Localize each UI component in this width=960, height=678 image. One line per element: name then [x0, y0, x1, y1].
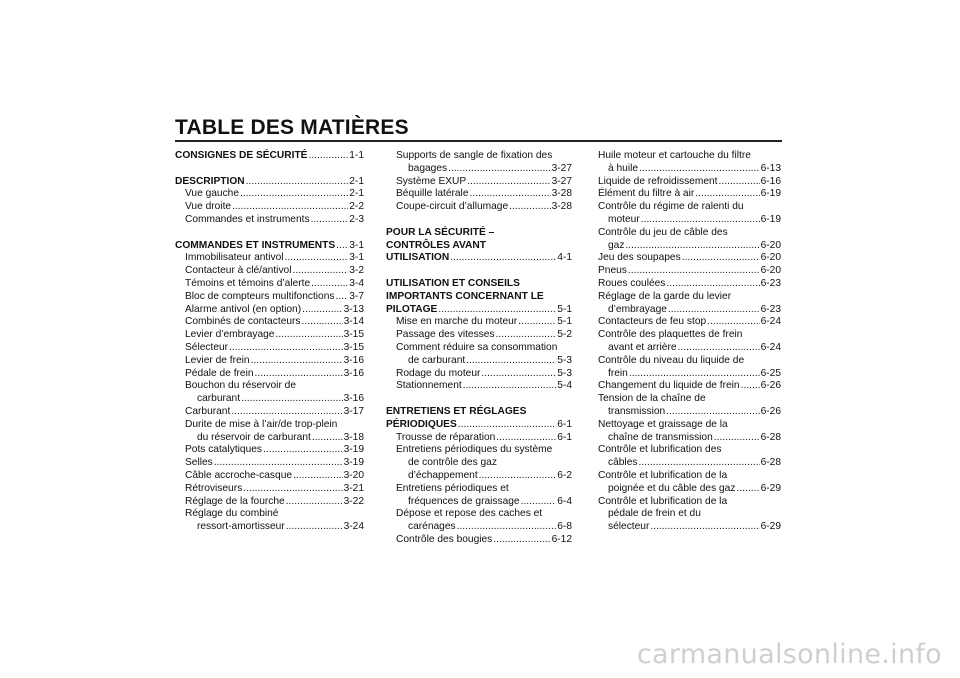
toc-entry-title: Changement du liquide de frein [598, 380, 740, 392]
toc-page-number: 6-28 [760, 431, 781, 443]
toc-entry-title: Mise en marche du moteur [396, 316, 518, 328]
toc-page-number: 2-1 [349, 175, 364, 187]
toc-entry[interactable] [598, 432, 781, 445]
toc-entry[interactable] [386, 380, 572, 393]
toc-column-2 [386, 150, 572, 547]
toc-entry-continued-line: Dépose et repose des caches et [396, 508, 543, 520]
toc-page-number: 6-12 [551, 533, 572, 545]
toc-page-number: 3-16 [343, 367, 364, 379]
toc-dot-leader [457, 521, 557, 534]
toc-page-number: 5-4 [557, 380, 572, 392]
toc-entry-title: Élément du filtre à air [598, 188, 695, 200]
toc-page-number: 6-25 [760, 367, 781, 379]
toc-entry-title: Vue droite [185, 201, 232, 213]
toc-entry[interactable] [386, 188, 572, 201]
toc-entry-continued-line: Huile moteur et cartouche du filtre [598, 150, 751, 161]
toc-dot-leader [448, 163, 551, 176]
toc-page-number: 3-1 [349, 252, 364, 264]
toc-entry[interactable] [598, 188, 781, 201]
toc-section-entry[interactable] [175, 150, 364, 163]
toc-entry-title: Vue gauche [185, 188, 240, 200]
toc-entry-title: Contacteurs de feu stop [598, 316, 707, 328]
toc-page-number: 6-28 [760, 457, 781, 469]
toc-entry-continued-line: Contrôle des plaquettes de frein [598, 329, 743, 341]
toc-entry-title: de carburant [408, 354, 466, 366]
toc-entry[interactable] [598, 316, 781, 329]
toc-entry-title: Jeu des soupapes [598, 252, 681, 264]
toc-dot-leader [275, 329, 342, 342]
toc-entry-title: Câble accroche-casque [185, 469, 293, 481]
toc-page-number: 3-2 [349, 265, 364, 277]
toc-page-number: 6-23 [760, 277, 781, 289]
toc-dot-leader [286, 521, 343, 534]
toc-entry-continued-line: Contrôle et lubrification de la [598, 495, 728, 507]
toc-dot-leader [336, 240, 348, 253]
toc-entry[interactable] [386, 176, 572, 189]
section-gap [386, 214, 572, 227]
toc-dot-leader [293, 470, 343, 483]
toc-entry[interactable] [175, 406, 364, 419]
toc-entry-title: Levier d’embrayage [185, 329, 275, 341]
toc-page-number: 3-4 [349, 277, 364, 289]
toc-page-number: 3-1 [349, 239, 364, 251]
toc-entry-title: Selles [185, 457, 213, 469]
toc-page-number: 5-3 [557, 354, 572, 366]
toc-page-number: 6-19 [760, 213, 781, 225]
toc-dot-leader [302, 316, 343, 329]
toc-entry[interactable] [598, 278, 781, 291]
toc-page-number: 6-26 [760, 405, 781, 417]
toc-entry[interactable] [175, 393, 364, 406]
toc-entry[interactable] [175, 521, 364, 534]
toc-dot-leader [336, 291, 349, 304]
toc-dot-leader [641, 214, 760, 227]
toc-entry[interactable] [175, 252, 364, 265]
toc-section-heading: ENTRETIENS ET RÉGLAGES [386, 405, 527, 417]
toc-entry[interactable] [386, 496, 572, 509]
toc-entry-title: ressort-amortisseur [197, 521, 285, 533]
toc-page-number: 6-13 [760, 162, 781, 174]
toc-entry-title: Contacteur à clé/antivol [185, 265, 292, 277]
toc-page-number: 3-28 [551, 201, 572, 213]
toc-entry-title: Stationnement [396, 380, 462, 392]
toc-entry-title: avant et arrière [608, 341, 677, 353]
toc-page-number: 3-27 [551, 162, 572, 174]
toc-page-number: 3-21 [343, 482, 364, 494]
toc-entry-title: UTILISATION [386, 252, 450, 264]
toc-entry-title: Immobilisateur antivol [185, 252, 284, 264]
toc-page-number: 6-1 [557, 431, 572, 443]
toc-column-1 [175, 150, 364, 534]
toc-entry[interactable] [175, 496, 364, 509]
toc-page-number: 3-15 [343, 341, 364, 353]
toc-dot-leader [286, 496, 343, 509]
toc-entry-title: Commandes et instruments [185, 213, 310, 225]
toc-section-entry[interactable] [386, 252, 572, 265]
toc-dot-leader [678, 342, 760, 355]
toc-entry-title: Liquide de refroidissement [598, 175, 718, 187]
toc-dot-leader [302, 304, 343, 317]
toc-page-number: 2-1 [349, 188, 364, 200]
toc-dot-leader [450, 252, 556, 265]
toc-entry[interactable] [386, 432, 572, 445]
toc-page-number: 6-24 [760, 316, 781, 328]
toc-page-number: 2-2 [349, 201, 364, 213]
toc-page-number: 4-1 [557, 252, 572, 264]
watermark-text: carmanualsonline.info [636, 639, 942, 670]
toc-dot-leader [308, 150, 348, 163]
toc-entry-title: CONSIGNES DE SÉCURITÉ [175, 150, 308, 161]
toc-page-number: 5-2 [557, 329, 572, 341]
toc-page-number: 6-29 [760, 521, 781, 533]
toc-page-number: 6-26 [760, 380, 781, 392]
toc-dot-leader [241, 393, 343, 406]
toc-dot-leader [509, 201, 550, 214]
toc-dot-leader [312, 432, 343, 445]
toc-page-number: 6-20 [760, 252, 781, 264]
toc-page-number: 3-17 [343, 405, 364, 417]
toc-dot-leader [695, 188, 759, 201]
toc-entry-title: Combinés de contacteurs [185, 316, 301, 328]
toc-dot-leader [263, 444, 343, 457]
toc-page-number: 6-1 [557, 418, 572, 430]
toc-dot-leader [231, 406, 342, 419]
toc-entry-title: Alarme antivol (en option) [185, 303, 302, 315]
toc-dot-leader [285, 252, 349, 265]
toc-entry[interactable] [386, 316, 572, 329]
toc-entry[interactable] [598, 406, 781, 419]
toc-entry[interactable] [175, 265, 364, 278]
toc-page-number: 6-19 [760, 188, 781, 200]
toc-entry-title: Passage des vitesses [396, 329, 495, 341]
toc-entry[interactable] [175, 201, 364, 214]
toc-entry-continued-line: Réglage de la garde du levier [598, 290, 732, 302]
toc-entry-title: Rodage du moteur [396, 367, 481, 379]
toc-dot-leader [707, 316, 759, 329]
toc-entry-continued-line: Nettoyage et graissage de la [598, 418, 728, 430]
toc-page-number: 2-3 [349, 213, 364, 225]
toc-entry-title: Contrôle des bougies [396, 533, 493, 545]
toc-entry-continued-line: Entretiens périodiques du système [396, 444, 553, 456]
toc-entry-title: gaz [608, 239, 625, 251]
toc-entry[interactable] [386, 534, 572, 547]
toc-entry-title: Bloc de compteurs multifonctions [185, 290, 335, 302]
toc-entry-continued-line: de contrôle des gaz [408, 457, 497, 469]
toc-dot-leader [496, 432, 556, 445]
toc-entry-continued-line: pédale de frein et du [608, 508, 701, 520]
toc-section-heading: CONTRÔLES AVANT [386, 239, 486, 251]
toc-entry-title: Roues coulées [598, 277, 666, 289]
toc-page-number: 5-1 [557, 316, 572, 328]
toc-dot-leader [463, 380, 557, 393]
toc-entry[interactable] [598, 240, 781, 253]
toc-page-number: 3-16 [343, 393, 364, 405]
toc-dot-leader [493, 534, 550, 547]
toc-entry-continued-line: Durite de mise à l’air/de trop-plein [185, 418, 338, 430]
toc-entry-continued-line: Contrôle et lubrification des [598, 444, 722, 456]
toc-dot-leader [666, 406, 759, 419]
toc-entry-title: moteur [608, 213, 640, 225]
toc-entry-title: Pédale de frein [185, 367, 254, 379]
toc-entry[interactable] [175, 432, 364, 445]
toc-dot-leader [251, 355, 343, 368]
toc-entry[interactable] [175, 444, 364, 457]
toc-entry-continued-line: Contrôle et lubrification de la [598, 469, 728, 481]
toc-entry[interactable] [175, 457, 364, 470]
title-rule [175, 140, 782, 142]
toc-entry-title: Trousse de réparation [396, 431, 496, 443]
toc-page-number: 3-19 [343, 444, 364, 456]
toc-entry-title: carénages [408, 521, 456, 533]
toc-entry-continued-line: Supports de sangle de fixation des [396, 150, 553, 161]
toc-dot-leader [628, 265, 760, 278]
toc-entry-title: poignée et du câble des gaz [608, 482, 736, 494]
toc-entry[interactable] [598, 252, 781, 265]
toc-entry-continued-line: Bouchon du réservoir de [185, 380, 296, 392]
toc-entry[interactable] [386, 355, 572, 368]
section-gap [386, 393, 572, 406]
toc-entry[interactable] [175, 304, 364, 317]
toc-entry[interactable] [175, 278, 364, 291]
toc-page-number: 1-1 [349, 150, 364, 161]
toc-entry[interactable] [598, 304, 781, 317]
toc-entry[interactable] [386, 329, 572, 342]
toc-dot-leader [741, 380, 760, 393]
page-title: TABLE DES MATIÈRES [175, 116, 409, 139]
section-gap [386, 265, 572, 278]
toc-dot-leader [496, 329, 557, 342]
toc-dot-leader [719, 176, 760, 189]
toc-dot-leader [682, 252, 760, 265]
toc-entry-continued-line: Comment réduire sa consommation [396, 341, 558, 353]
toc-entry-title: carburant [197, 393, 241, 405]
toc-entry-title: Témoins et témoins d’alerte [185, 277, 311, 289]
toc-entry-title: Coupe-circuit d’allumage [396, 201, 509, 213]
toc-page-number: 6-2 [557, 469, 572, 481]
toc-dot-leader [246, 176, 349, 189]
toc-dot-leader [639, 163, 760, 176]
toc-entry-continued-line: Contrôle du jeu de câble des [598, 226, 728, 238]
toc-entry[interactable] [386, 163, 572, 176]
toc-page-number: 3-19 [343, 457, 364, 469]
toc-dot-leader [638, 457, 759, 470]
toc-dot-leader [214, 457, 343, 470]
toc-section-heading: POUR LA SÉCURITÉ – [386, 226, 495, 238]
toc-entry[interactable] [598, 457, 781, 470]
toc-section-heading: IMPORTANTS CONCERNANT LE [386, 290, 544, 302]
toc-entry[interactable] [175, 342, 364, 355]
toc-entry-title: Rétroviseurs [185, 482, 243, 494]
toc-dot-leader [666, 278, 759, 291]
toc-entry-title: PÉRIODIQUES [386, 418, 457, 430]
toc-page-number: 3-28 [551, 188, 572, 200]
toc-entry[interactable] [598, 521, 781, 534]
toc-dot-leader [479, 470, 557, 483]
toc-dot-leader [625, 240, 759, 253]
toc-section-entry[interactable] [175, 240, 364, 253]
toc-entry-title: DESCRIPTION [175, 175, 245, 187]
toc-entry-continued-line: Entretiens périodiques et [396, 482, 509, 494]
section-gap [175, 227, 364, 240]
toc-dot-leader [292, 265, 348, 278]
toc-entry[interactable] [386, 521, 572, 534]
toc-entry[interactable] [598, 176, 781, 189]
toc-page-number: 6-4 [557, 495, 572, 507]
toc-dot-leader [470, 188, 551, 201]
toc-entry-title: Sélecteur [185, 341, 229, 353]
toc-section-entry[interactable] [175, 176, 364, 189]
toc-entry-title: chaîne de transmission [608, 431, 713, 443]
toc-entry-title: Pots catalytiques [185, 444, 263, 456]
toc-entry[interactable] [598, 368, 781, 381]
toc-entry[interactable] [175, 316, 364, 329]
toc-entry-title: transmission [608, 405, 666, 417]
toc-entry[interactable] [175, 188, 364, 201]
toc-page-number: 3-14 [343, 316, 364, 328]
toc-dot-leader [629, 368, 760, 381]
toc-dot-leader [714, 432, 760, 445]
toc-page-number: 6-24 [760, 341, 781, 353]
toc-entry[interactable] [175, 214, 364, 227]
toc-page-number: 3-22 [343, 495, 364, 507]
toc-page-number: 6-16 [760, 175, 781, 187]
toc-entry-title: d’embrayage [608, 303, 667, 315]
toc-entry[interactable] [175, 355, 364, 368]
toc-page-number: 3-20 [343, 469, 364, 481]
toc-dot-leader [229, 342, 343, 355]
toc-page-number: 3-13 [343, 303, 364, 315]
toc-dot-leader [311, 278, 348, 291]
toc-page-number: 6-29 [760, 482, 781, 494]
toc-entry-title: Système EXUP [396, 175, 467, 187]
toc-dot-leader [736, 483, 759, 496]
toc-entry-title: Réglage de la fourche [185, 495, 285, 507]
toc-dot-leader [466, 355, 556, 368]
toc-dot-leader [438, 304, 556, 317]
toc-entry[interactable] [598, 163, 781, 176]
toc-dot-leader [668, 304, 760, 317]
toc-dot-leader [243, 483, 342, 496]
toc-entry-title: Pneus [598, 265, 627, 277]
toc-dot-leader [311, 214, 349, 227]
toc-entry-title: bagages [408, 162, 448, 174]
toc-entry-title: COMMANDES ET INSTRUMENTS [175, 239, 336, 251]
toc-page-number: 3-15 [343, 329, 364, 341]
toc-page-number: 3-7 [349, 290, 364, 302]
toc-entry-title: sélecteur [608, 521, 650, 533]
toc-page-number: 5-1 [557, 303, 572, 315]
toc-entry[interactable] [175, 368, 364, 381]
toc-section-entry[interactable] [386, 304, 572, 317]
toc-dot-leader [481, 368, 556, 381]
toc-page-number: 3-18 [343, 431, 364, 443]
toc-dot-leader [521, 496, 557, 509]
toc-entry-title: à huile [608, 162, 639, 174]
toc-dot-leader [467, 176, 550, 189]
toc-entry-continued-line: Contrôle du régime de ralenti du [598, 201, 744, 213]
toc-entry-continued-line: Contrôle du niveau du liquide de [598, 354, 745, 366]
toc-entry-title: Béquille latérale [396, 188, 469, 200]
toc-entry[interactable] [598, 380, 781, 393]
toc-column-3 [598, 150, 781, 534]
toc-entry[interactable] [175, 470, 364, 483]
toc-entry[interactable] [386, 368, 572, 381]
toc-dot-leader [232, 201, 348, 214]
toc-page-number: 6-20 [760, 265, 781, 277]
toc-entry-title: câbles [608, 457, 638, 469]
toc-entry[interactable] [175, 291, 364, 304]
toc-section-entry[interactable] [386, 419, 572, 432]
toc-entry-title: frein [608, 367, 628, 379]
toc-dot-leader [255, 368, 343, 381]
toc-dot-leader [518, 316, 556, 329]
section-gap [175, 163, 364, 176]
toc-entry-title: du réservoir de carburant [197, 431, 311, 443]
toc-section-heading: UTILISATION ET CONSEILS [386, 277, 520, 289]
toc-page-number: 5-3 [557, 367, 572, 379]
toc-entry[interactable] [598, 342, 781, 355]
toc-entry-continued-line: Réglage du combiné [185, 508, 279, 520]
toc-page-number: 6-23 [760, 303, 781, 315]
toc-entry[interactable] [598, 265, 781, 278]
toc-entry-continued-line: Tension de la chaîne de [598, 393, 706, 405]
toc-entry[interactable] [386, 470, 572, 483]
toc-dot-leader [240, 188, 348, 201]
toc-entry[interactable] [386, 201, 572, 214]
toc-entry-title: PILOTAGE [386, 303, 438, 315]
toc-page-number: 6-20 [760, 239, 781, 251]
toc-dot-leader [458, 419, 557, 432]
toc-dot-leader [650, 521, 759, 534]
toc-entry-title: Carburant [185, 405, 231, 417]
toc-entry[interactable] [598, 483, 781, 496]
toc-page-number: 3-27 [551, 175, 572, 187]
toc-page-number: 3-16 [343, 354, 364, 366]
toc-page-number: 3-24 [343, 521, 364, 533]
toc-entry[interactable] [598, 214, 781, 227]
toc-entry-title: d’échappement [408, 469, 478, 481]
toc-page-number: 6-8 [557, 521, 572, 533]
toc-entry-title: fréquences de graissage [408, 495, 520, 507]
toc-entry[interactable] [175, 329, 364, 342]
toc-entry[interactable] [175, 483, 364, 496]
toc-entry-title: Levier de frein [185, 354, 250, 366]
